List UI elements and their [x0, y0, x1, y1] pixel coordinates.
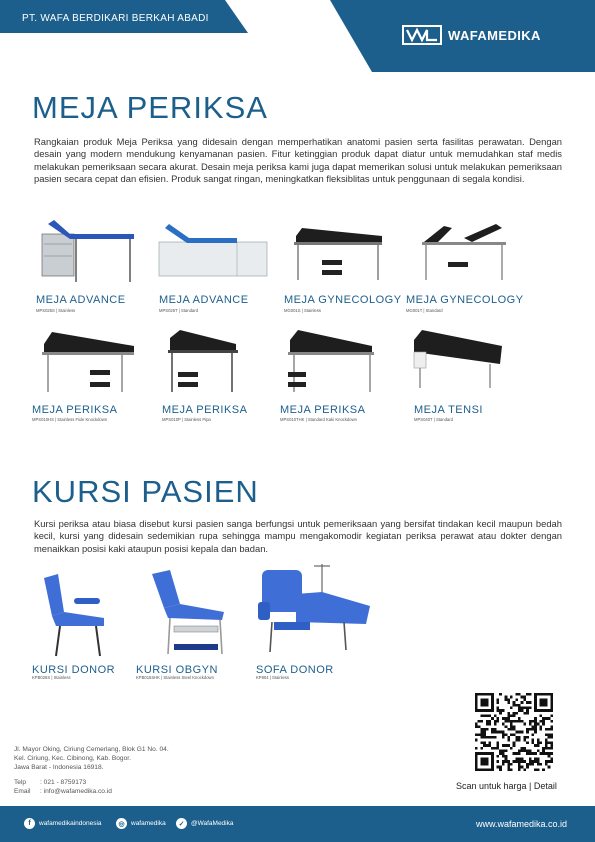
product-card[interactable] — [408, 326, 508, 422]
address-line: Kel. Ciriung, Kec. Cibinong, Kab. Bogor. — [14, 755, 131, 762]
company-name: PT. WAFA BERDIKARI BERKAH ABADI — [22, 13, 209, 24]
contact-info — [14, 778, 112, 796]
website-link[interactable]: www.wafamedika.co.id — [475, 819, 567, 829]
exam-table-image — [280, 326, 390, 398]
product-code: KPB026S | Stainless — [32, 675, 71, 680]
product-card[interactable] — [30, 568, 130, 680]
product-card[interactable] — [34, 214, 144, 314]
product-code: KPB015SHK | Stainless Steel Knockdown — [136, 675, 214, 680]
email-row — [14, 787, 112, 796]
exam-table-image — [34, 214, 144, 289]
scan-caption: Scan untuk harga | Detail — [456, 781, 557, 791]
product-card[interactable] — [252, 562, 377, 680]
address-line: Jawa Barat - Indonesia 16918. — [14, 764, 104, 771]
product-code: MPS025S | Stainless — [36, 308, 76, 313]
company-address — [14, 745, 169, 772]
donor-sofa-image — [252, 562, 377, 658]
product-name: MEJA GYNECOLOGY — [406, 294, 524, 306]
product-card[interactable] — [157, 214, 272, 314]
product-name: MEJA ADVANCE — [159, 294, 249, 306]
exam-table-image — [162, 326, 272, 398]
product-code: MPS025T | Standard — [159, 308, 198, 313]
product-name: SOFA DONOR — [256, 664, 334, 676]
product-name: MEJA PERIKSA — [32, 404, 118, 416]
social-label: @WafaMedika — [191, 820, 234, 827]
phone-value: : 021 - 8759173 — [40, 779, 87, 786]
social-label: wafamedika — [131, 820, 166, 827]
email-value[interactable]: : info@wafamedika.co.id — [40, 788, 112, 795]
instagram-icon: ◎ — [116, 818, 127, 829]
phone-row — [14, 778, 112, 787]
gynecology-table-image — [284, 218, 399, 288]
product-card[interactable] — [162, 326, 272, 422]
facebook-icon: f — [24, 818, 35, 829]
kursi-description: Kursi periksa atau biasa disebut kursi pasien sanga berfungsi untuk pemeriksaan yang bersifat tindakan kecil maupun bedah kecil, kursi yang didesain sedemikian rupa sehingga mampu mengakomodir kegiatan periksa perawat atau dokter dengan menaikkan posisi kaki ataupun posisi kepala dan badan. — [34, 518, 562, 554]
social-facebook[interactable] — [24, 818, 102, 829]
product-card[interactable] — [134, 568, 244, 680]
product-name: MEJA TENSI — [414, 404, 483, 416]
social-label: wafamedikaindonesia — [39, 820, 102, 827]
logo-text: WAFAMEDIKA — [448, 27, 541, 43]
product-card[interactable] — [284, 218, 402, 314]
product-name: KURSI OBGYN — [136, 664, 218, 676]
product-code: MG001T | Standard — [406, 308, 443, 313]
product-code: MPS010P | Stainless Pipa — [162, 417, 211, 422]
logo-mark-icon — [402, 25, 442, 45]
product-name: MEJA PERIKSA — [280, 404, 366, 416]
address-line: Jl. Mayor Oking, Ciriung Cemerlang, Blok G1 No. 04. — [14, 746, 169, 753]
product-code: MPS040T | Standard — [414, 417, 453, 422]
meja-description: Rangkaian produk Meja Periksa yang didesain dengan memperhatikan anatomi pasien serta fasilitas perawatan. Dengan desain yang modern mendukung kenyamanan pasien. Fitur ketinggian produk dapat diatur untuk memudahkan staf medis melakukan pemeriksaan secara akurat. Desain meja periksa kami juga dapat memerikan solusi untuk melakukan pemeriksaan pasien secara cepat dan efisien. Produk sangat ringan, meningkatkan fleksiblitas untuk penggunaan di segala kondisi. — [34, 136, 562, 185]
product-code: MPS010THK | Standard Kaki Knockdown — [280, 417, 357, 422]
header-band — [0, 0, 595, 72]
donor-chair-image — [30, 568, 130, 660]
twitter-icon: ✓ — [176, 818, 187, 829]
section-title-kursi: KURSI PASIEN — [32, 474, 259, 509]
exam-table-image — [157, 214, 272, 289]
product-name: KURSI DONOR — [32, 664, 116, 676]
section-title-meja: MEJA PERIKSA — [32, 90, 268, 125]
obgyn-chair-image — [134, 568, 244, 660]
gynecology-table-image — [404, 218, 519, 288]
social-instagram[interactable] — [116, 818, 166, 829]
email-label: Email — [14, 788, 31, 795]
product-card[interactable] — [30, 326, 140, 422]
product-card[interactable] — [280, 326, 390, 422]
product-name: MEJA GYNECOLOGY — [284, 294, 402, 306]
product-name: MEJA PERIKSA — [162, 404, 248, 416]
phone-label: Telp — [14, 779, 27, 786]
product-code: KP804 | Stainless — [256, 675, 289, 680]
footer-bar — [0, 806, 595, 842]
product-card[interactable] — [404, 218, 524, 314]
tension-table-image — [408, 326, 508, 398]
social-twitter[interactable] — [176, 818, 233, 829]
brand-logo[interactable] — [402, 25, 541, 45]
product-code: MG001S | Stainless — [284, 308, 321, 313]
qr-code-image[interactable] — [475, 693, 553, 771]
exam-table-image — [30, 326, 140, 398]
product-code: MPS010HS | Stainless Fixle Knockdown — [32, 417, 108, 422]
product-name: MEJA ADVANCE — [36, 294, 126, 306]
